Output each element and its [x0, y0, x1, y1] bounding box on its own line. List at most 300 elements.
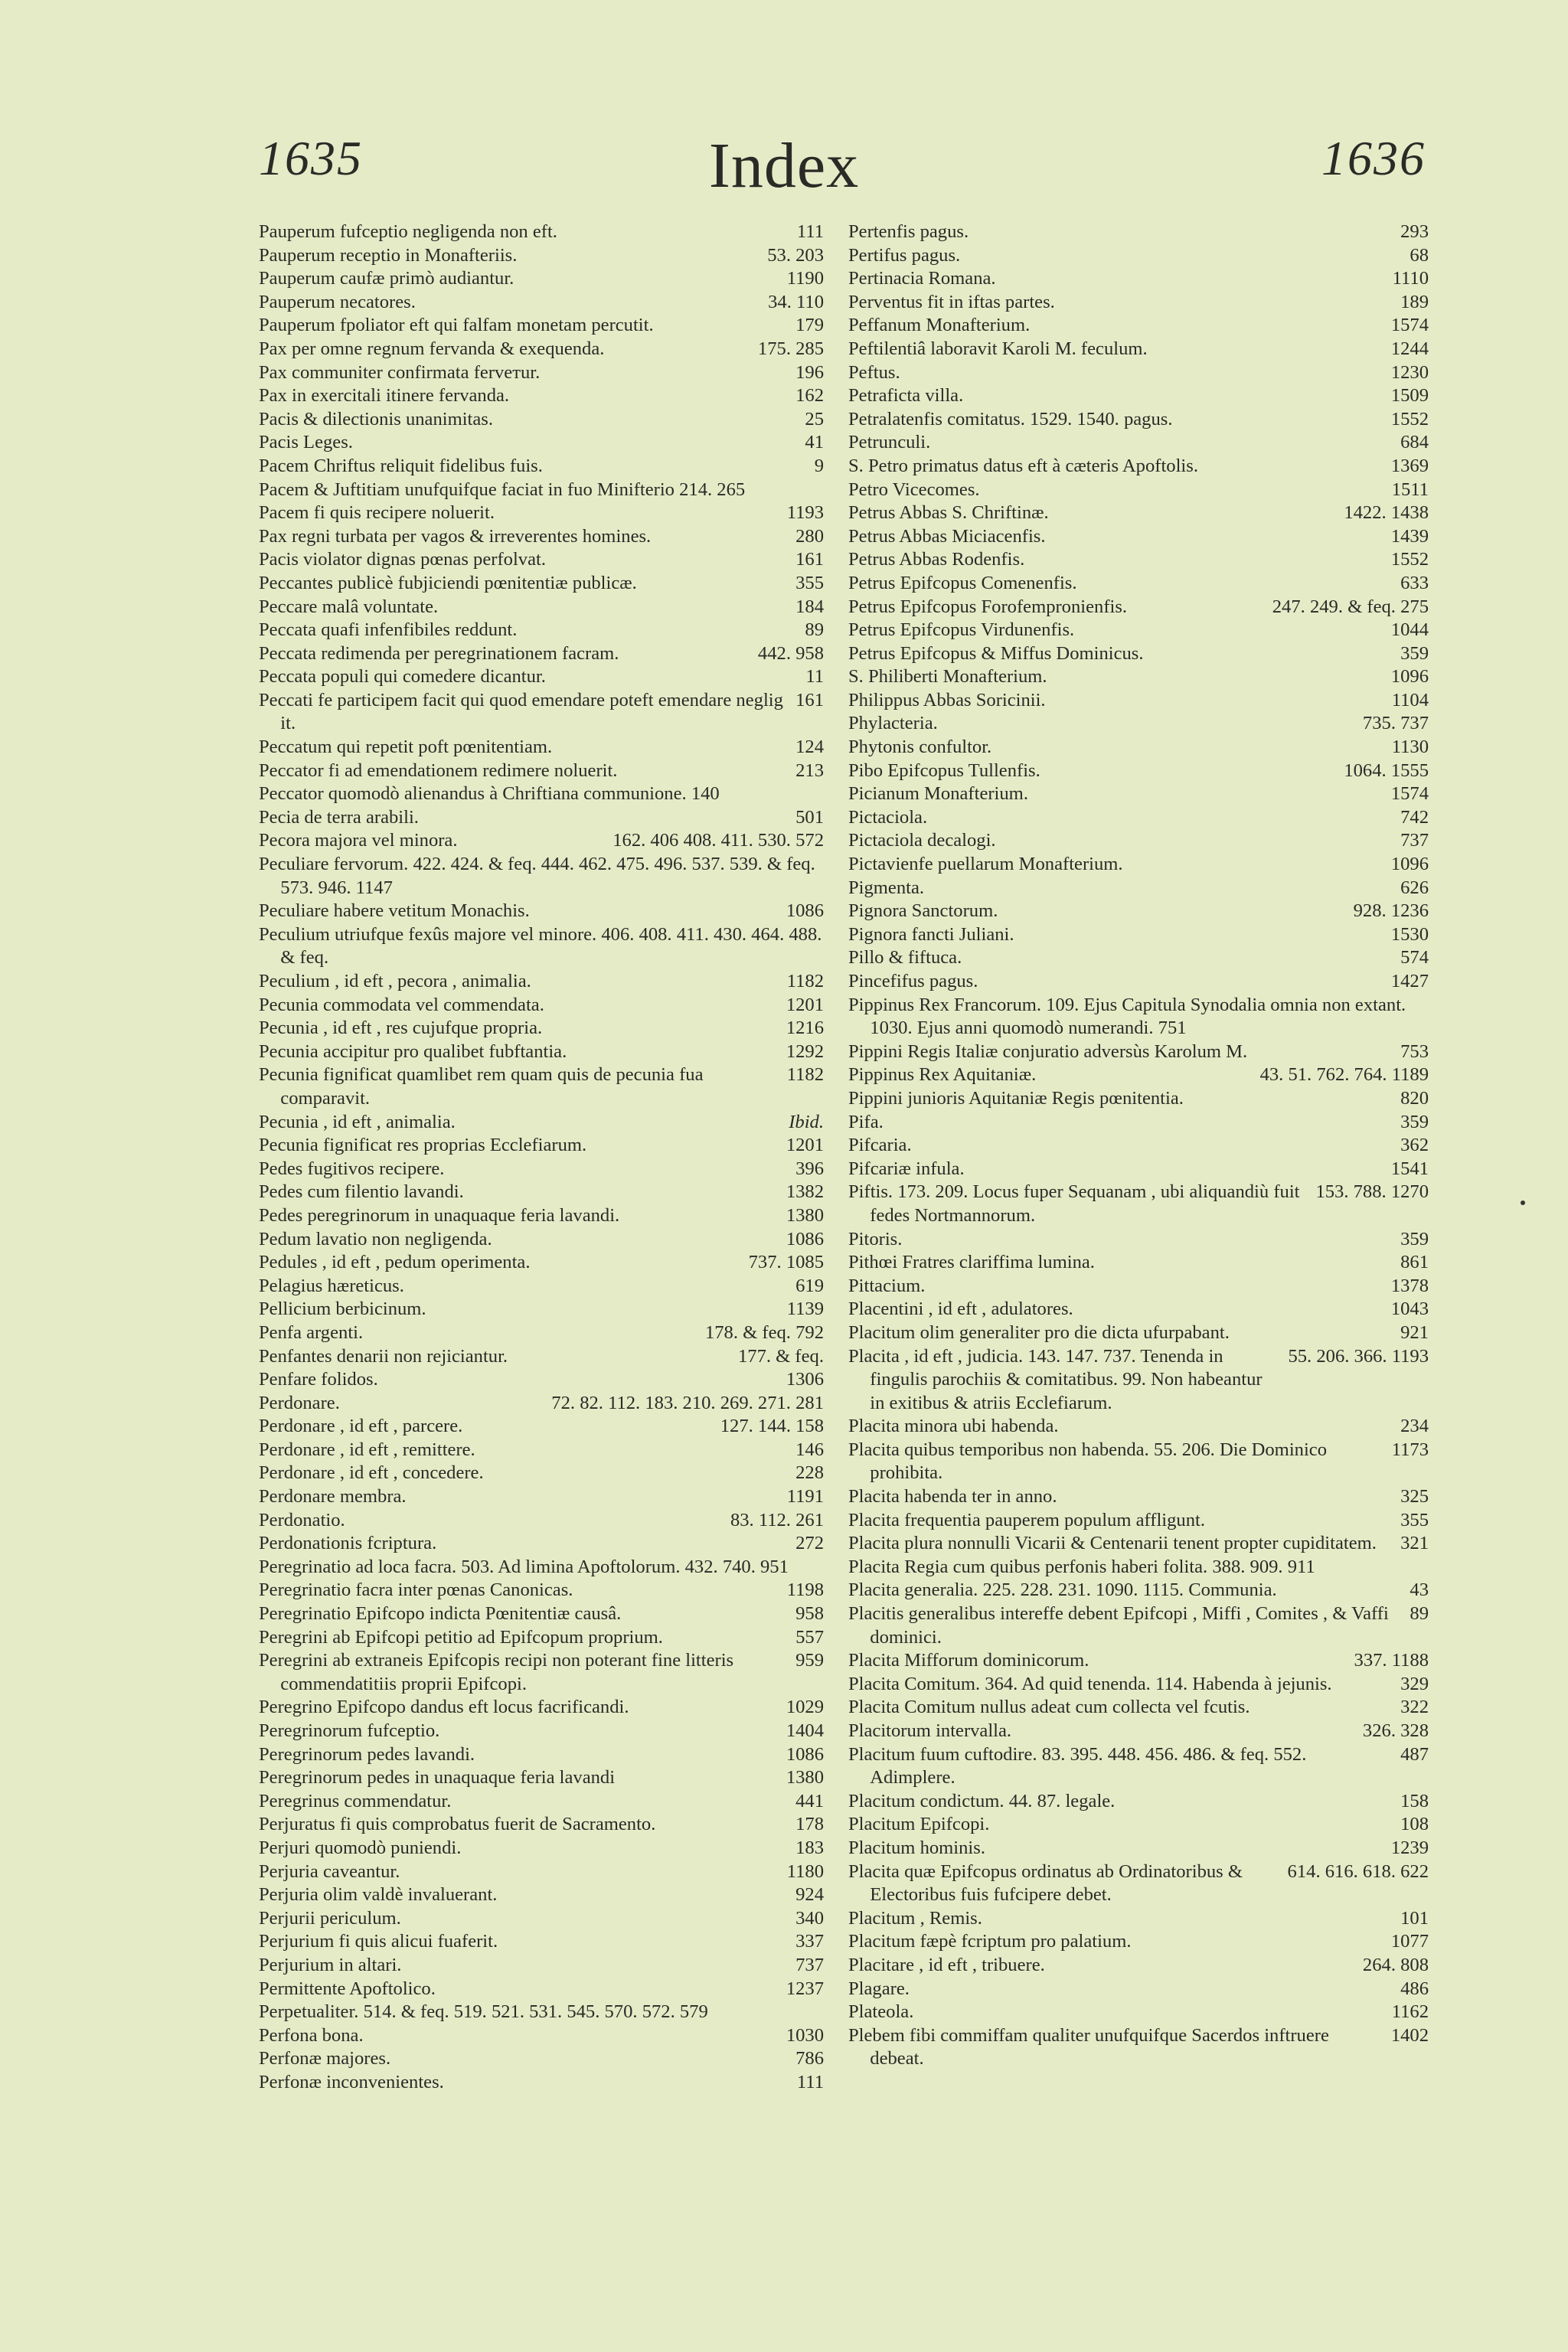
entry-text: Petrus Epifcopus Forofempronienfis. [848, 596, 1128, 617]
index-entry [259, 1837, 824, 1860]
entry-text: Pedes fugitivos recipere. [259, 1158, 445, 1179]
entry-text: Petrus Abbas S. Chriftinæ. [848, 502, 1049, 524]
entry-text: Pax regni turbata per vagos & irreverentes homines. [259, 525, 652, 547]
entry-reference: 362 [1400, 1135, 1429, 1156]
index-entry [259, 1251, 824, 1275]
index-entry [259, 619, 824, 642]
entry-text: Pertinacia Romana. [848, 268, 996, 289]
entry-reference: 1086 [786, 1743, 824, 1765]
entry-reference: 619 [795, 1275, 824, 1296]
entry-reference: 162 [795, 385, 824, 407]
index-entry [848, 760, 1429, 783]
index-entry [259, 760, 824, 783]
entry-reference: 1139 [786, 1298, 824, 1320]
index-entry [848, 1813, 1429, 1837]
entry-text: Pignora fancti Juliani. [848, 923, 1014, 945]
entry-text: Perventus fit in iftas partes. [848, 291, 1055, 312]
index-entry [259, 525, 824, 549]
entry-text: Pippini junioris Aquitaniæ Regis pœnitentia. [848, 1087, 1184, 1109]
entry-reference: 153. 788. 1270 [1315, 1181, 1429, 1203]
index-entry [848, 548, 1429, 572]
right-page-number: 1636 [1321, 131, 1426, 185]
entry-text: Placitorum intervalla. [848, 1720, 1012, 1741]
entry-text: Picianum Monafterium. [848, 783, 1028, 805]
entry-text: Perdonare , id eft , remittere. [259, 1439, 475, 1460]
entry-text: Peccata populi qui comedere dicantur. [259, 666, 546, 688]
entry-reference: 175. 285 [757, 338, 824, 359]
entry-text: Peregrino Epifcopo dandus eft locus facrificandi. [259, 1697, 629, 1718]
index-entry [848, 338, 1429, 361]
entry-reference: 684 [1400, 432, 1429, 453]
index-entry [848, 384, 1429, 408]
entry-reference: 924 [795, 1884, 824, 1906]
index-entry [848, 1087, 1429, 1111]
index-entry [848, 970, 1429, 994]
entry-text: Pifcariæ infula. [848, 1158, 965, 1179]
entry-reference: 127. 144. 158 [720, 1416, 824, 1437]
entry-text: Peftilentiâ laboravit Karoli M. feculum. [848, 338, 1148, 359]
entry-reference: 43 [1410, 1579, 1429, 1601]
index-entry [259, 1392, 824, 1416]
entry-text: Perfonæ inconvenientes. [259, 2071, 444, 2092]
entry-text: Pippini Regis Italiæ conjuratio adversùs Karolum M. [848, 1040, 1248, 1062]
index-entry [259, 1978, 824, 2001]
entry-text: Petralatenfis comitatus. 1529. 1540. pagus. [848, 408, 1173, 430]
entry-text: Placitum condictum. 44. 87. legale. [848, 1790, 1116, 1811]
index-entry [259, 923, 824, 970]
entry-reference: 442. 958 [757, 642, 824, 664]
entry-text: Petrunculi. [848, 432, 931, 453]
entry-text: Petrus Abbas Rodenfis. [848, 549, 1025, 570]
entry-reference: 161 [795, 689, 824, 710]
entry-text: Piftis. 173. 209. Locus fuper Sequanam , ubi aliquandiù fuit fedes Nortmannorum. [848, 1181, 1300, 1226]
entry-reference: 1530 [1390, 923, 1429, 945]
entry-text: Pippinus Rex Aquitaniæ. [848, 1064, 1037, 1086]
index-entry [848, 1649, 1429, 1673]
index-entry [259, 689, 824, 736]
entry-text: Pittacium. [848, 1275, 926, 1296]
entry-text: Pictaciola. [848, 806, 928, 828]
index-entry [848, 1228, 1429, 1252]
entry-reference: 1380 [786, 1767, 824, 1788]
entry-reference: 737. 1085 [748, 1252, 824, 1273]
entry-text: Pacem fi quis recipere noluerit. [259, 502, 495, 524]
entry-reference: 1574 [1390, 783, 1429, 805]
entry-reference: 234 [1400, 1416, 1429, 1437]
entry-text: Pax in exercitali itinere fervanda. [259, 385, 510, 407]
index-entry [848, 1696, 1429, 1720]
entry-text: Peculium utriufque fexûs majore vel minore. 406. 408. 411. 430. 464. 488. & feq. [259, 923, 822, 969]
entry-text: Pacem & Juftitiam unufquifque faciat in fuo Minifterio 214. 265 [259, 479, 746, 500]
entry-text: Peculium , id eft , pecora , animalia. [259, 971, 531, 991]
index-entry [259, 1321, 824, 1345]
entry-text: Perjurium in altari. [259, 1954, 402, 1975]
entry-text: Peccata quafi infenfibiles reddunt. [259, 619, 518, 641]
entry-reference: 340 [795, 1907, 824, 1929]
entry-text: S. Philiberti Monafterium. [848, 666, 1047, 688]
entry-text: Perjuratus fi quis comprobatus fuerit de Sacramento. [259, 1814, 656, 1835]
index-entry [848, 1837, 1429, 1860]
entry-text: Placentini , id eft , adulatores. [848, 1298, 1073, 1320]
index-entry [259, 1158, 824, 1181]
entry-reference: 1382 [786, 1181, 824, 1203]
index-entry [848, 479, 1429, 502]
entry-text: Penfantes denarii non rejiciantur. [259, 1345, 508, 1367]
index-entry [848, 1860, 1429, 1907]
entry-reference: 1086 [786, 1228, 824, 1250]
entry-reference: 1162 [1391, 2001, 1429, 2023]
entry-text: Perpetualiter. 514. & feq. 519. 521. 531. 545. 570. 572. 579 [259, 2001, 708, 2023]
index-entry [259, 782, 824, 806]
entry-reference: 1422. 1438 [1344, 502, 1429, 524]
entry-reference: 89 [1410, 1603, 1429, 1625]
index-entry [259, 338, 824, 361]
entry-text: Peregrinorum fufceptio. [259, 1720, 440, 1741]
index-entry [259, 1485, 824, 1509]
entry-reference: 1043 [1390, 1298, 1429, 1320]
index-entry [848, 525, 1429, 549]
entry-reference: 1077 [1390, 1931, 1429, 1952]
entry-text: Peftus. [848, 361, 900, 383]
index-entry [259, 970, 824, 994]
entry-text: Pauperum fufceptio negligenda non eft. [259, 221, 557, 242]
entry-text: Peculiare habere vetitum Monachis. [259, 900, 530, 922]
index-entry [848, 1111, 1429, 1135]
index-entry [259, 361, 824, 385]
entry-text: Placitare , id eft , tribuere. [848, 1954, 1045, 1975]
index-entry [848, 1298, 1429, 1321]
entry-text: Placita quæ Epifcopus ordinatus ab Ordinatoribus & Electoribus fuis fufcipere debet. [848, 1860, 1243, 1906]
entry-text: Pibo Epifcopus Tullenfis. [848, 760, 1040, 781]
entry-reference: 213 [795, 760, 824, 781]
entry-reference: 921 [1400, 1321, 1429, 1343]
entry-reference: 1173 [1391, 1439, 1429, 1460]
index-entry [259, 455, 824, 479]
entry-reference: 68 [1410, 244, 1429, 266]
entry-reference: 337. 1188 [1354, 1650, 1429, 1671]
index-entry [848, 1790, 1429, 1814]
entry-text: Pecunia accipitur pro qualibet fubftantia. [259, 1040, 567, 1062]
entry-reference: 101 [1400, 1907, 1429, 1929]
entry-reference: 228 [795, 1462, 824, 1484]
entry-reference: 189 [1400, 291, 1429, 312]
entry-text: Placitum fuum cuftodire. 83. 395. 448. 456. 486. & feq. 552. Adimplere. [848, 1743, 1307, 1788]
entry-text: Placita generalia. 225. 228. 231. 1090. 1115. Communia. [848, 1579, 1277, 1601]
entry-text: Peregrinus commendatur. [259, 1790, 452, 1811]
entry-text: Petro Vicecomes. [848, 479, 980, 500]
index-entry [259, 1368, 824, 1392]
entry-text: Pacem Chriftus reliquit fidelibus fuis. [259, 455, 543, 476]
index-entry [259, 1602, 824, 1626]
entry-reference: 83. 112. 261 [730, 1509, 824, 1530]
index-entry [848, 361, 1429, 385]
index-entry [848, 665, 1429, 689]
index-entry [848, 314, 1429, 338]
entry-text: Pellicium berbicinum. [259, 1298, 426, 1320]
entry-text: Peffanum Monafterium. [848, 315, 1031, 336]
entry-text: Petrus Epifcopus & Miffus Dominicus. [848, 642, 1144, 664]
index-entry [259, 829, 824, 853]
index-entry [848, 1158, 1429, 1181]
index-entry [259, 1883, 824, 1907]
entry-text: Pifa. [848, 1111, 884, 1132]
entry-reference: 1574 [1390, 315, 1429, 336]
entry-text: Peccati fe participem facit qui quod emendare poteft emendare neglig it. [259, 689, 783, 734]
index-entry [848, 782, 1429, 806]
index-entry [848, 1978, 1429, 2001]
entry-reference: 359 [1400, 1228, 1429, 1250]
index-entry [259, 806, 824, 830]
index-entry [259, 1649, 824, 1696]
entry-reference: 958 [795, 1603, 824, 1625]
entry-text: Pignora Sanctorum. [848, 900, 998, 922]
index-entry [848, 501, 1429, 525]
index-entry [259, 1720, 824, 1743]
index-entry [259, 1532, 824, 1556]
entry-text: Perjurii periculum. [259, 1907, 401, 1929]
entry-text: Placita habenda ter in anno. [848, 1486, 1057, 1508]
index-entry [848, 946, 1429, 970]
entry-text: Perdonare , id eft , parcere. [259, 1416, 463, 1437]
entry-text: Peregrinorum pedes lavandi. [259, 1743, 475, 1765]
entry-reference: 43. 51. 762. 764. 1189 [1259, 1064, 1429, 1086]
entry-text: Placita , id eft , judicia. 143. 147. 737. Tenenda in fingulis parochiis & comitatibus. 99. Non habeantur in exitibus & atriis Ecclefiarum. [848, 1345, 1263, 1413]
entry-text: Penfare folidos. [259, 1369, 378, 1390]
entry-text: Permittente Apoftolico. [259, 1978, 436, 1999]
index-entry [848, 689, 1429, 713]
index-entry [259, 548, 824, 572]
entry-text: Pecunia fignificat quamlibet rem quam quis de pecunia fua comparavit. [259, 1064, 704, 1109]
entry-text: Plagare. [848, 1978, 910, 1999]
entry-reference: 1096 [1390, 666, 1429, 688]
index-entry [259, 596, 824, 619]
entry-text: Pertifus pagus. [848, 244, 961, 266]
entry-text: Pauperum necatores. [259, 291, 416, 312]
entry-reference: 959 [795, 1650, 824, 1671]
entry-text: Petrafictа villa. [848, 385, 964, 407]
index-entry [259, 220, 824, 244]
entry-reference: 1552 [1390, 408, 1429, 430]
index-entry [259, 1134, 824, 1158]
index-entry [259, 384, 824, 408]
entry-reference: 247. 249. & feq. 275 [1272, 596, 1429, 617]
index-entry [259, 572, 824, 596]
index-entry [848, 220, 1429, 244]
entry-reference: 1306 [786, 1369, 824, 1390]
index-entry [259, 408, 824, 432]
entry-text: Plateola. [848, 2001, 914, 2023]
entry-reference: 321 [1400, 1533, 1429, 1554]
entry-reference: 55. 206. 366. 1193 [1288, 1345, 1429, 1367]
entry-text: Perjuria caveantur. [259, 1860, 400, 1882]
index-entry [259, 1954, 824, 1978]
entry-reference: 1552 [1390, 549, 1429, 570]
index-entry [848, 267, 1429, 291]
entry-text: Peccator quomodò alienandus à Chriftiana communione. 140 [259, 783, 720, 805]
entry-text: Peregrini ab Epifcopi petitio ad Epifcopum proprium. [259, 1626, 663, 1648]
index-entry [848, 994, 1429, 1040]
entry-text: Perfona bona. [259, 2024, 364, 2046]
index-entry [259, 1415, 824, 1439]
entry-text: Pauperum caufæ primò audiantur. [259, 268, 514, 289]
entry-text: Peregrini ab extraneis Epifcopis recipi non poterant fine litteris commendatitiis proprii Epifcopi. [259, 1650, 734, 1694]
entry-reference: 1402 [1390, 2024, 1429, 2046]
entry-reference: 162. 406 408. 411. 530. 572 [612, 830, 824, 851]
entry-text: Perjuri quomodò puniendi. [259, 1837, 462, 1858]
entry-reference: 359 [1400, 642, 1429, 664]
index-entry [848, 1321, 1429, 1345]
index-entry [848, 829, 1429, 853]
entry-text: Pippinus Rex Francorum. 109. Ejus Capitula Synodalia omnia non extant. 1030. Ejus anni quomodò numerandi. 751 [848, 994, 1406, 1039]
entry-text: Perdonare , id eft , concedere. [259, 1462, 484, 1484]
entry-text: Peregrinatio facra inter pœnas Canonicas. [259, 1579, 573, 1601]
entry-reference: 1182 [786, 1064, 824, 1086]
index-entry [848, 291, 1429, 315]
entry-reference: 1378 [1390, 1275, 1429, 1296]
entry-reference: 293 [1400, 221, 1429, 242]
index-entry [848, 455, 1429, 479]
index-entry [259, 1228, 824, 1252]
entry-reference: 614. 616. 618. 622 [1287, 1860, 1429, 1882]
index-entry [848, 853, 1429, 877]
entry-reference: 1191 [786, 1486, 824, 1508]
index-entry [259, 1743, 824, 1767]
entry-reference: 111 [796, 2071, 824, 2092]
entry-reference: 179 [795, 315, 824, 336]
index-entry [259, 479, 824, 502]
index-entry [848, 1040, 1429, 1064]
entry-reference: 735. 737 [1362, 713, 1429, 734]
index-entry [848, 619, 1429, 642]
entry-text: Pedum lavatio non negligenda. [259, 1228, 492, 1250]
entry-text: Placitum fæpè fcriptum pro palatium. [848, 1931, 1132, 1952]
index-entry [848, 2024, 1429, 2071]
index-entry [259, 1298, 824, 1321]
entry-text: Peccatum qui repetit poft pœnitentiam. [259, 737, 553, 758]
entry-reference: 1086 [786, 900, 824, 922]
entry-text: Phylacteria. [848, 713, 938, 734]
index-entry [848, 1345, 1429, 1416]
entry-text: Placita quibus temporibus non habenda. 55. 206. Die Dominico prohibita. [848, 1439, 1327, 1484]
entry-text: Placita Comitum. 364. Ad quid tenenda. 114. Habenda à jejunis. [848, 1673, 1332, 1694]
entry-reference: 158 [1400, 1790, 1429, 1811]
index-entry [848, 1415, 1429, 1439]
entry-reference: 1216 [786, 1018, 824, 1039]
index-entry [848, 572, 1429, 596]
index-entry [259, 1626, 824, 1650]
index-entry [848, 642, 1429, 666]
entry-reference: 337 [795, 1931, 824, 1952]
entry-text: Perdonatio. [259, 1509, 345, 1530]
entry-reference: 1182 [786, 971, 824, 991]
entry-reference: 626 [1400, 877, 1429, 898]
entry-reference: 753 [1400, 1040, 1429, 1062]
index-entry [259, 501, 824, 525]
entry-text: Perdonationis fcriptura. [259, 1533, 437, 1554]
entry-text: Peccantes publicè fubjiciendi pœnitentiæ publicæ. [259, 572, 637, 593]
entry-text: Pictavienfe puellarum Monafterium. [848, 854, 1123, 875]
entry-reference: 41 [805, 432, 824, 453]
entry-reference: 1044 [1390, 619, 1429, 641]
entry-text: Pecora majora vel minora. [259, 830, 458, 851]
entry-text: S. Petro primatus datus eft à cæteris Apoftolis. [848, 455, 1198, 476]
index-entry [259, 853, 824, 900]
index-entry [259, 2024, 824, 2048]
entry-reference: 1064. 1555 [1344, 760, 1429, 781]
entry-reference: 786 [795, 2048, 824, 2069]
entry-reference: 355 [1400, 1509, 1429, 1530]
entry-reference: 329 [1400, 1673, 1429, 1694]
entry-reference: 486 [1400, 1978, 1429, 1999]
entry-reference: 441 [795, 1790, 824, 1811]
entry-reference: 1029 [786, 1697, 824, 1718]
entry-text: Pecunia commodata vel commendata. [259, 994, 544, 1015]
entry-reference: 1404 [786, 1720, 824, 1741]
entry-reference: 161 [795, 549, 824, 570]
entry-reference: 1190 [786, 268, 824, 289]
entry-text: Peregrinorum pedes in unaquaque feria lavandi [259, 1767, 616, 1788]
index-entry [848, 1439, 1429, 1485]
entry-reference: 178 [795, 1814, 824, 1835]
index-entry [259, 1813, 824, 1837]
entry-reference: 487 [1400, 1743, 1429, 1765]
entry-text: Perfonæ majores. [259, 2048, 391, 2069]
index-entry [259, 2071, 824, 2095]
index-entry [848, 244, 1429, 268]
page-title: Index [708, 130, 860, 201]
entry-reference: 1380 [786, 1204, 824, 1226]
index-entry [848, 1063, 1429, 1087]
index-entry [848, 1720, 1429, 1743]
entry-reference: 1292 [786, 1040, 824, 1062]
entry-reference: 124 [795, 737, 824, 758]
index-entry [259, 1579, 824, 1602]
entry-reference: 272 [795, 1533, 824, 1554]
index-entry [848, 877, 1429, 900]
entry-text: Placita Regia cum quibus perfonis haberi folita. 388. 909. 911 [848, 1556, 1315, 1577]
index-entry [848, 923, 1429, 947]
index-entry [848, 1134, 1429, 1158]
entry-text: Pauperum receptio in Monafteriis. [259, 244, 518, 266]
entry-reference: 1201 [786, 1135, 824, 1156]
index-entry [259, 1017, 824, 1040]
entry-reference: 1201 [786, 994, 824, 1015]
index-entry [259, 2047, 824, 2071]
index-entry [259, 1696, 824, 1720]
entry-reference: 146 [795, 1439, 824, 1460]
entry-reference: 1096 [1390, 854, 1429, 875]
entry-text: Pertenfis pagus. [848, 221, 969, 242]
index-entry [848, 431, 1429, 455]
index-entry [848, 806, 1429, 830]
index-entry [259, 1204, 824, 1228]
index-entry [848, 1251, 1429, 1275]
entry-reference: 574 [1400, 947, 1429, 969]
entry-reference: 326. 328 [1362, 1720, 1429, 1741]
index-entry [259, 1111, 824, 1135]
entry-text: Petrus Epifcopus Virdunenfis. [848, 619, 1075, 641]
entry-text: Peculiare fervorum. 422. 424. & feq. 444. 462. 475. 496. 537. 539. & feq. 573. 946. 1147 [259, 854, 815, 898]
entry-reference: 1239 [1390, 1837, 1429, 1858]
entry-reference: 737 [1400, 830, 1429, 851]
entry-text: Pithœi Fratres clariffima lumina. [848, 1252, 1095, 1273]
entry-reference: 359 [1400, 1111, 1429, 1132]
entry-reference: 325 [1400, 1486, 1429, 1508]
entry-text: Pelagius hæreticus. [259, 1275, 404, 1296]
entry-reference: 9 [814, 455, 824, 476]
index-entry [848, 1275, 1429, 1298]
entry-text: Pacis violator dignas pœnas perfolvat. [259, 549, 546, 570]
